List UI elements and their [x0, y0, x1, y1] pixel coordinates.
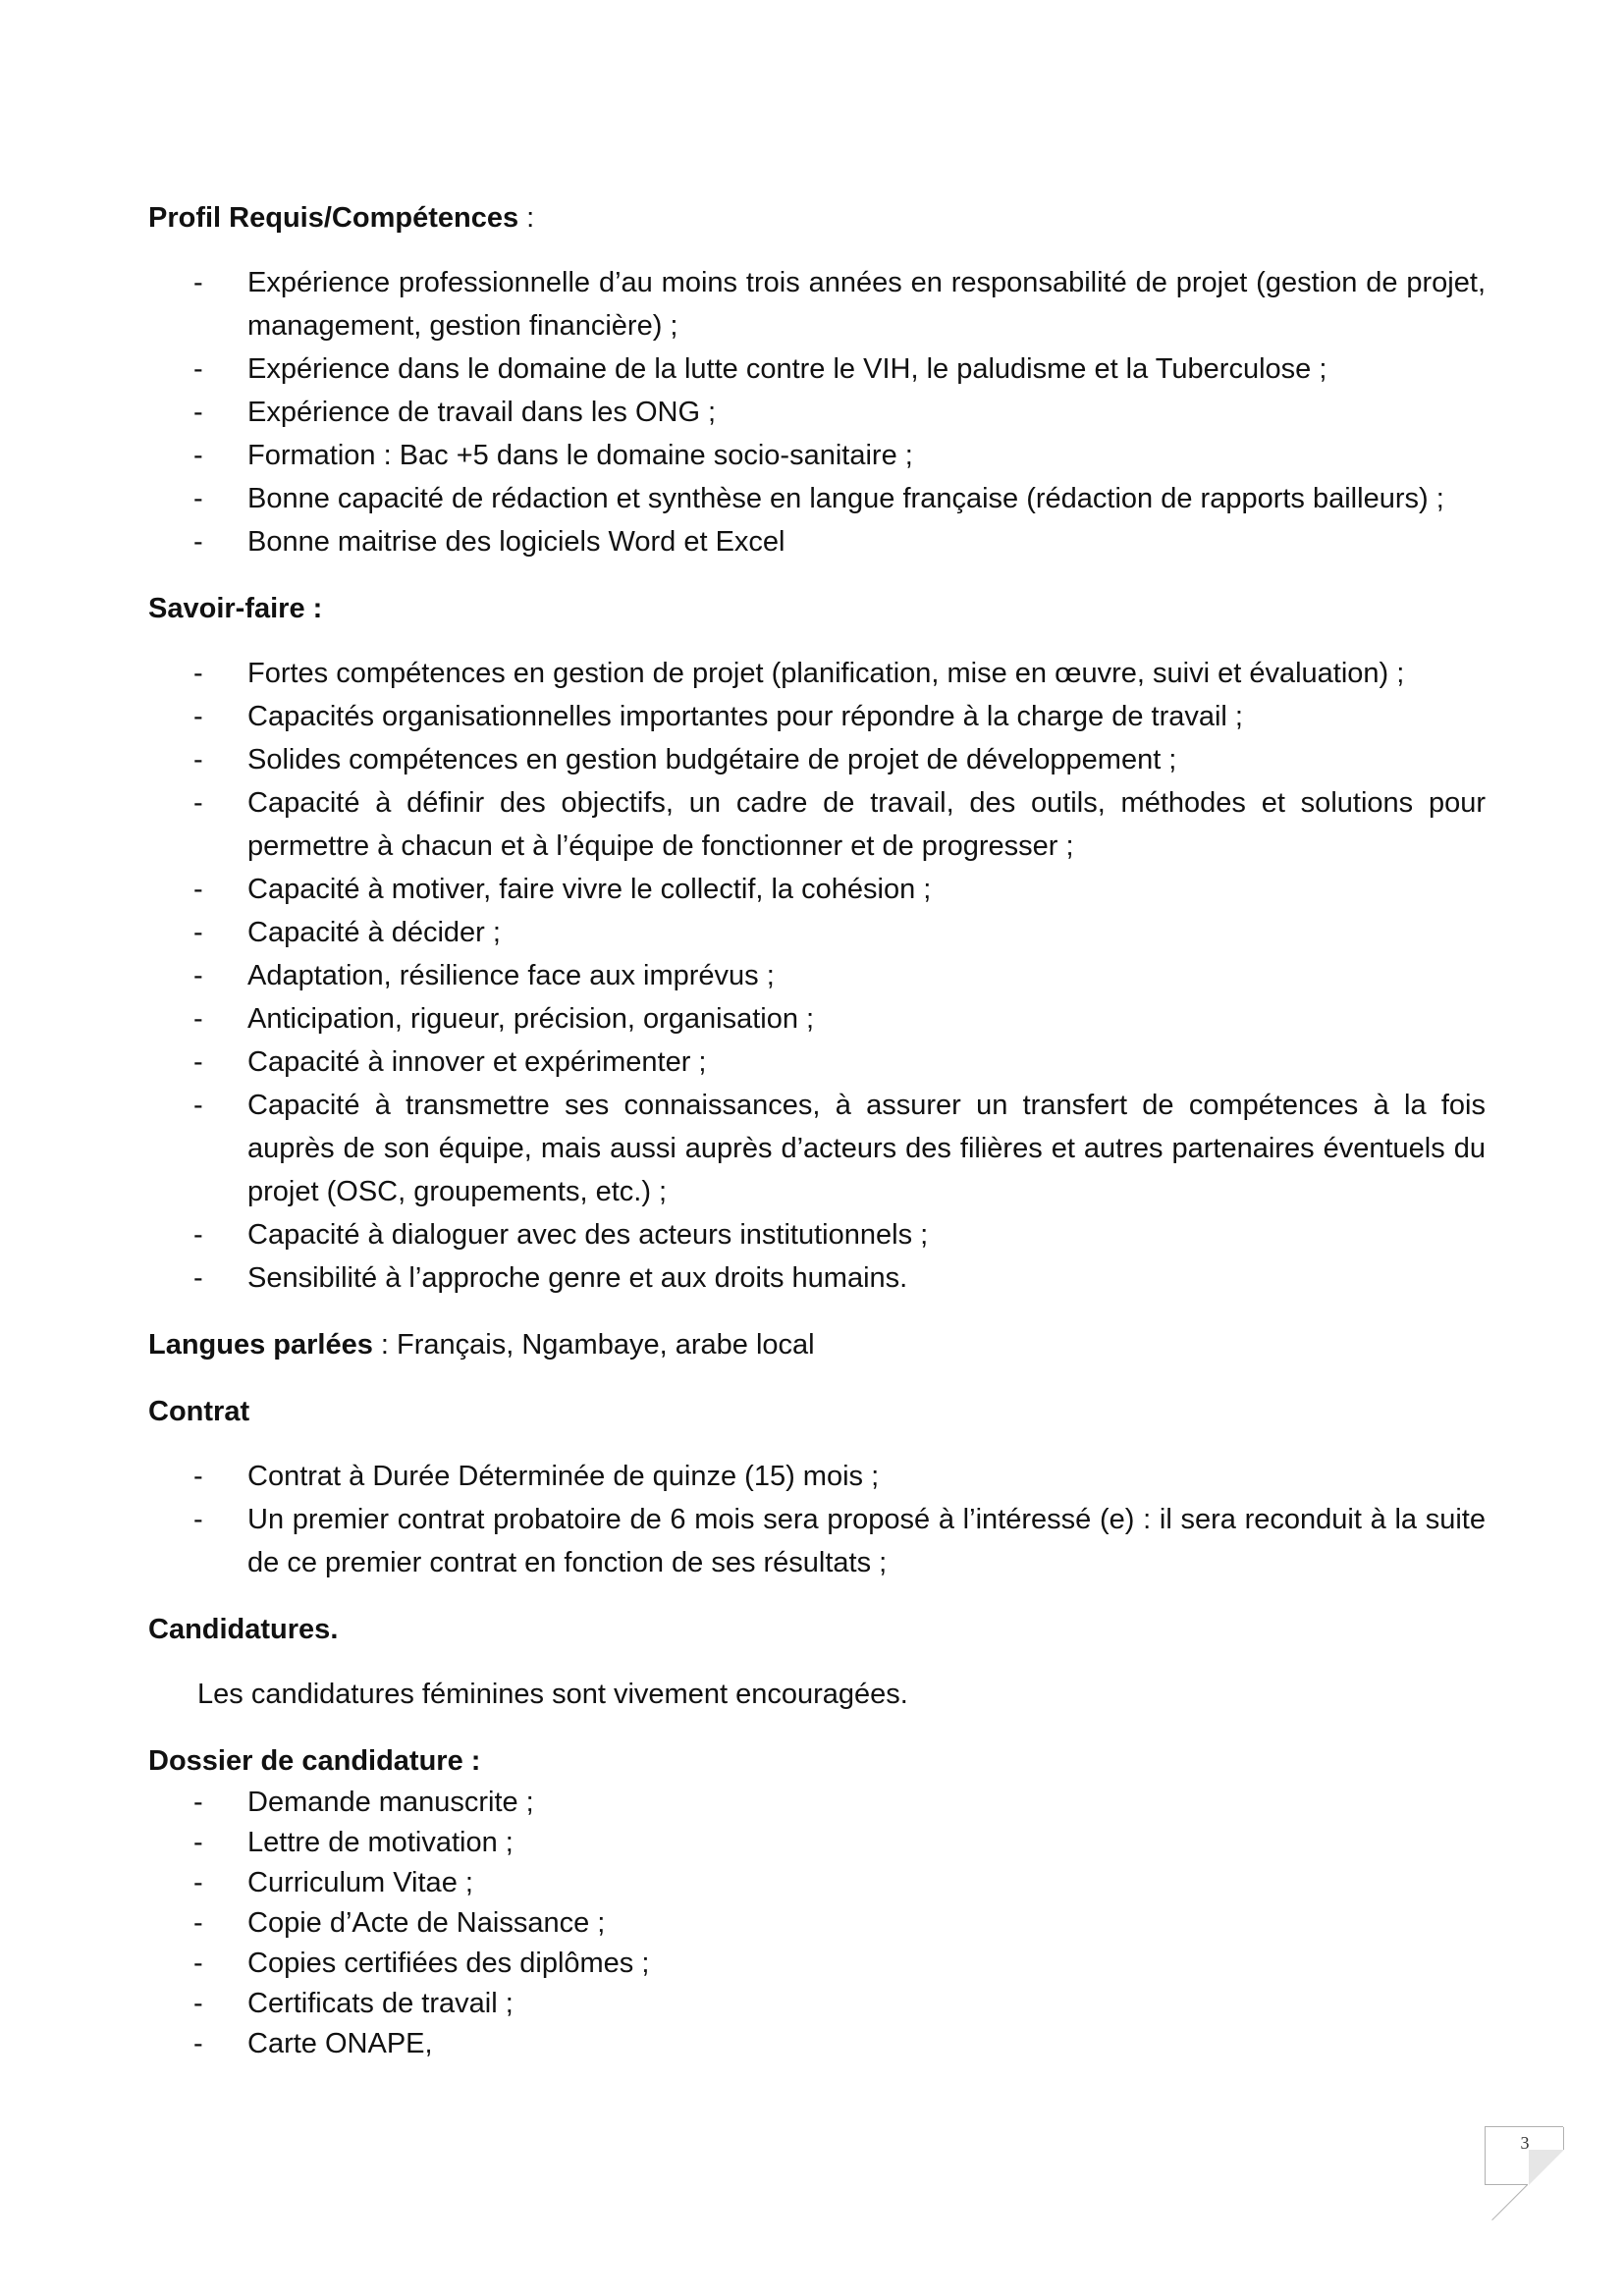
list-item: - Certificats de travail ;	[148, 1984, 1486, 2024]
spacer	[148, 1433, 1486, 1455]
langues-value: : Français, Ngambaye, arabe local	[372, 1329, 815, 1361]
spacer	[148, 1651, 1486, 1673]
list-item: - Capacité à dialoguer avec des acteurs institutionnels ;	[148, 1213, 1486, 1256]
profil-heading-text: Profil Requis/Compétences	[148, 202, 519, 234]
list-item: - Anticipation, rigueur, précision, organisation ;	[148, 997, 1486, 1041]
spacer	[148, 563, 1486, 587]
list-item: - Adaptation, résilience face aux imprévus ;	[148, 954, 1486, 997]
dossier-list	[148, 1783, 1486, 2064]
list-item: - Lettre de motivation ;	[148, 1823, 1486, 1863]
list-item: - Capacité à transmettre ses connaissances, à assurer un transfert de compétences à la fois auprès de son équipe, mais aussi auprès d’acteurs des filières et autres partenaires éventuels du projet (OSC, groupements, etc.) ;	[148, 1084, 1486, 1213]
savoir-faire-list	[148, 652, 1486, 1300]
contrat-list	[148, 1455, 1486, 1584]
spacer	[148, 1716, 1486, 1739]
contrat-heading: Contrat	[148, 1396, 250, 1427]
page-corner-fold	[1491, 2184, 1528, 2220]
candidatures-heading: Candidatures.	[148, 1614, 339, 1645]
list-item: - Fortes compétences en gestion de projet (planification, mise en œuvre, suivi et évaluation) ;	[148, 652, 1486, 695]
list-item: - Capacité à décider ;	[148, 911, 1486, 954]
spacer	[148, 630, 1486, 652]
spacer	[148, 1300, 1486, 1323]
list-item: - Carte ONAPE,	[148, 2024, 1486, 2064]
spacer	[148, 1584, 1486, 1608]
candidatures-text: Les candidatures féminines sont vivement encouragées.	[197, 1679, 908, 1710]
spacer	[148, 1366, 1486, 1390]
page-corner-edge	[1485, 2184, 1528, 2185]
list-item: - Capacité à motiver, faire vivre le collectif, la cohésion ;	[148, 868, 1486, 911]
profil-heading	[148, 196, 1486, 240]
list-item: - Bonne maitrise des logiciels Word et Excel	[148, 520, 1486, 563]
list-item: - Capacité à innover et expérimenter ;	[148, 1041, 1486, 1084]
list-item: - Formation : Bac +5 dans le domaine socio-sanitaire ;	[148, 434, 1486, 477]
spacer	[148, 240, 1486, 261]
list-item: - Demande manuscrite ;	[148, 1783, 1486, 1823]
list-item: - Sensibilité à l’approche genre et aux droits humains.	[148, 1256, 1486, 1300]
list-item: - Un premier contrat probatoire de 6 mois sera proposé à l’intéressé (e) : il sera reconduit à la suite de ce premier contrat en fonction de ses résultats ;	[148, 1498, 1486, 1584]
list-item: - Expérience de travail dans les ONG ;	[148, 391, 1486, 434]
list-item: - Solides compétences en gestion budgétaire de projet de développement ;	[148, 738, 1486, 781]
list-item: - Capacités organisationnelles importantes pour répondre à la charge de travail ;	[148, 695, 1486, 738]
list-item: - Curriculum Vitae ;	[148, 1863, 1486, 1903]
list-item: - Expérience dans le domaine de la lutte contre le VIH, le paludisme et la Tuberculose ;	[148, 347, 1486, 391]
list-item: - Expérience professionnelle d’au moins trois années en responsabilité de projet (gestion de projet, management, gestion financière) ;	[148, 261, 1486, 347]
page-number-box	[1485, 2126, 1563, 2185]
dossier-heading: Dossier de candidature :	[148, 1745, 481, 1777]
profil-heading-suffix: :	[518, 202, 535, 234]
langues-label: Langues parlées	[148, 1329, 373, 1361]
list-item: - Capacité à définir des objectifs, un cadre de travail, des outils, méthodes et solutions pour permettre à chacun et à l’équipe de fonctionner et de progresser ;	[148, 781, 1486, 868]
langues-line	[148, 1323, 1486, 1366]
list-item: - Copies certifiées des diplômes ;	[148, 1944, 1486, 1984]
document-body	[148, 196, 1486, 2064]
page-number: 3	[1520, 2133, 1530, 2153]
savoir-faire-heading: Savoir-faire :	[148, 593, 323, 624]
profil-list	[148, 261, 1486, 563]
list-item: - Copie d’Acte de Naissance ;	[148, 1903, 1486, 1944]
list-item: - Bonne capacité de rédaction et synthèse en langue française (rédaction de rapports bailleurs) ;	[148, 477, 1486, 520]
list-item: - Contrat à Durée Déterminée de quinze (15) mois ;	[148, 1455, 1486, 1498]
